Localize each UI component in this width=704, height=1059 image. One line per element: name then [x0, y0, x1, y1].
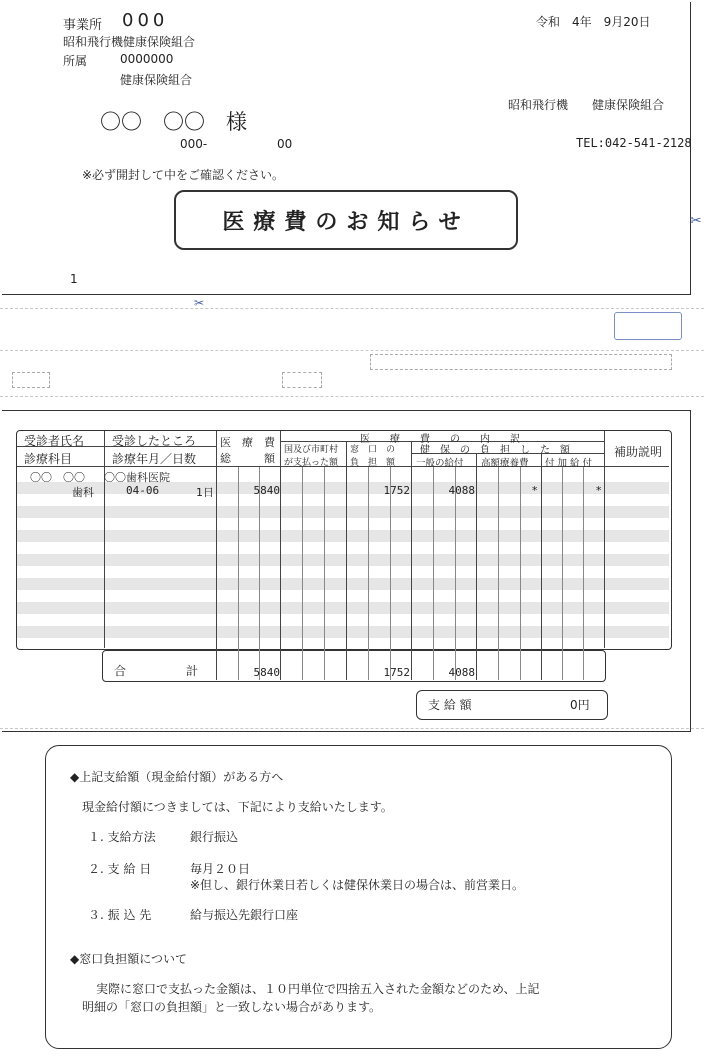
- notes-item-2-value: 毎月２０日: [190, 862, 251, 876]
- row-total: 5840: [253, 484, 280, 497]
- table-rule: [302, 467, 303, 680]
- window-mark: [12, 372, 50, 388]
- notes-heading-2: ◆窓口負担額について: [70, 952, 187, 966]
- table-rule: [455, 467, 456, 680]
- row-high-cost: *: [531, 484, 538, 497]
- col-total: 総 額: [220, 452, 275, 465]
- row-window: 1752: [383, 484, 410, 497]
- sum-label: 合 計: [114, 664, 199, 678]
- row-department: 歯科: [72, 486, 94, 499]
- notes-item-1-label: １. 支給方法: [88, 830, 156, 844]
- col-high-cost: 高額療養費: [481, 458, 529, 469]
- table-rule: [390, 467, 391, 680]
- notes-body-2-line2: 明細の「窓口の負担額」と一致しない場合があります。: [82, 1000, 382, 1014]
- notes-item-1-value: 銀行振込: [190, 830, 239, 844]
- window-mark: [282, 372, 322, 388]
- col-insurance: 健 保 の 負 担 し た 額: [420, 445, 570, 456]
- col-breakdown: 医 療 費 の 内 訳: [360, 434, 520, 445]
- tab-mark: [614, 312, 682, 340]
- recipient-name: 〇〇 〇〇 様: [100, 110, 247, 134]
- perforation-line: [0, 396, 704, 397]
- table-rule: [604, 431, 605, 648]
- col-additional: 付 加 給 付: [545, 458, 593, 469]
- page-number: 1: [70, 272, 78, 286]
- sum-window: 1752: [383, 666, 410, 679]
- col-public-paid-2: が支払った額: [284, 458, 339, 468]
- office-label: 事業所: [63, 18, 103, 33]
- table-rule: [368, 467, 369, 680]
- table-rule: [520, 467, 521, 680]
- table-rule: [583, 467, 584, 680]
- table-rule: [476, 453, 477, 680]
- affiliation-label: 所属: [63, 54, 88, 68]
- notes-item-2-label: ２. 支 給 日: [88, 862, 152, 876]
- col-medical-fee: 医 療 費: [220, 436, 275, 449]
- table-rule: [346, 441, 347, 680]
- postal-code-2: 00: [277, 137, 293, 151]
- scissors-icon: ✂: [194, 296, 205, 310]
- col-remarks: 補助説明: [614, 445, 663, 459]
- row-additional: *: [595, 484, 602, 497]
- issue-date: 令和 4年 9月20日: [536, 15, 651, 29]
- notes-item-3-label: ３. 振 込 先: [88, 908, 152, 922]
- table-rule: [238, 467, 239, 680]
- col-public-paid: 国及び市町村: [284, 445, 339, 455]
- col-visit-date: 診療年月／日数: [112, 452, 197, 466]
- table-rule: [541, 453, 542, 680]
- page-title: 医療費のお知らせ: [174, 190, 518, 250]
- col-department: 診療科目: [24, 452, 73, 466]
- table-rule: [104, 431, 105, 648]
- notes-item-3-value: 給与振込先銀行口座: [190, 908, 299, 922]
- row-patient: 〇〇 〇〇: [30, 471, 85, 484]
- table-rule: [433, 467, 434, 680]
- scissors-icon: ✂: [690, 213, 702, 229]
- payment-value: 0円: [570, 698, 590, 712]
- col-clinic: 受診したところ: [112, 434, 197, 448]
- table-rule: [498, 467, 499, 680]
- col-patient-name: 受診者氏名: [24, 434, 85, 448]
- window-mark: [370, 354, 672, 370]
- notes-intro: 現金給付額につきましては、下記により支給いたします。: [82, 800, 393, 814]
- sum-general: 4088: [448, 666, 475, 679]
- sum-total: 5840: [253, 666, 280, 679]
- issuer-name: 昭和飛行機 健康保険組合: [508, 98, 665, 112]
- notes-heading-1: ◆上記支給額（現金給付額）がある方へ: [70, 770, 284, 784]
- office-code: 000: [122, 10, 169, 31]
- col-window: 窓 口 の: [350, 445, 396, 455]
- row-general: 4088: [448, 484, 475, 497]
- perforation-line: [0, 308, 704, 309]
- table-rule: [216, 431, 217, 680]
- table-rule: [324, 467, 325, 680]
- payment-label: 支 給 額: [428, 698, 472, 712]
- table-rule: [280, 431, 281, 680]
- affiliation-name: 健康保険組合: [120, 73, 193, 87]
- col-general: 一般の給付: [416, 458, 464, 469]
- office-name: 昭和飛行機健康保険組合: [63, 35, 196, 49]
- perforation-line: [0, 728, 704, 729]
- table-rule: [562, 467, 563, 680]
- notes-item-2-note: ※但し、銀行休業日若しくは健保休業日の場合は、前営業日。: [190, 878, 525, 892]
- col-window-2: 負 担 額: [350, 458, 396, 468]
- open-notice: ※必ず開封して中をご確認ください。: [82, 168, 285, 182]
- row-days: 1日: [196, 486, 214, 499]
- row-clinic: 〇〇歯科医院: [104, 471, 170, 484]
- table-rule: [411, 441, 412, 680]
- notes-body-2-line1: 実際に窓口で支払った金額は、１０円単位で四捨五入された金額などのため、上記: [96, 982, 540, 996]
- perforation-line: [0, 350, 704, 351]
- issuer-tel: TEL:042-541-2128: [576, 136, 692, 150]
- affiliation-code: 0000000: [120, 52, 174, 66]
- table-rule: [259, 467, 260, 680]
- row-visit: 04-06: [126, 484, 160, 497]
- postal-code-1: 000-: [180, 137, 208, 151]
